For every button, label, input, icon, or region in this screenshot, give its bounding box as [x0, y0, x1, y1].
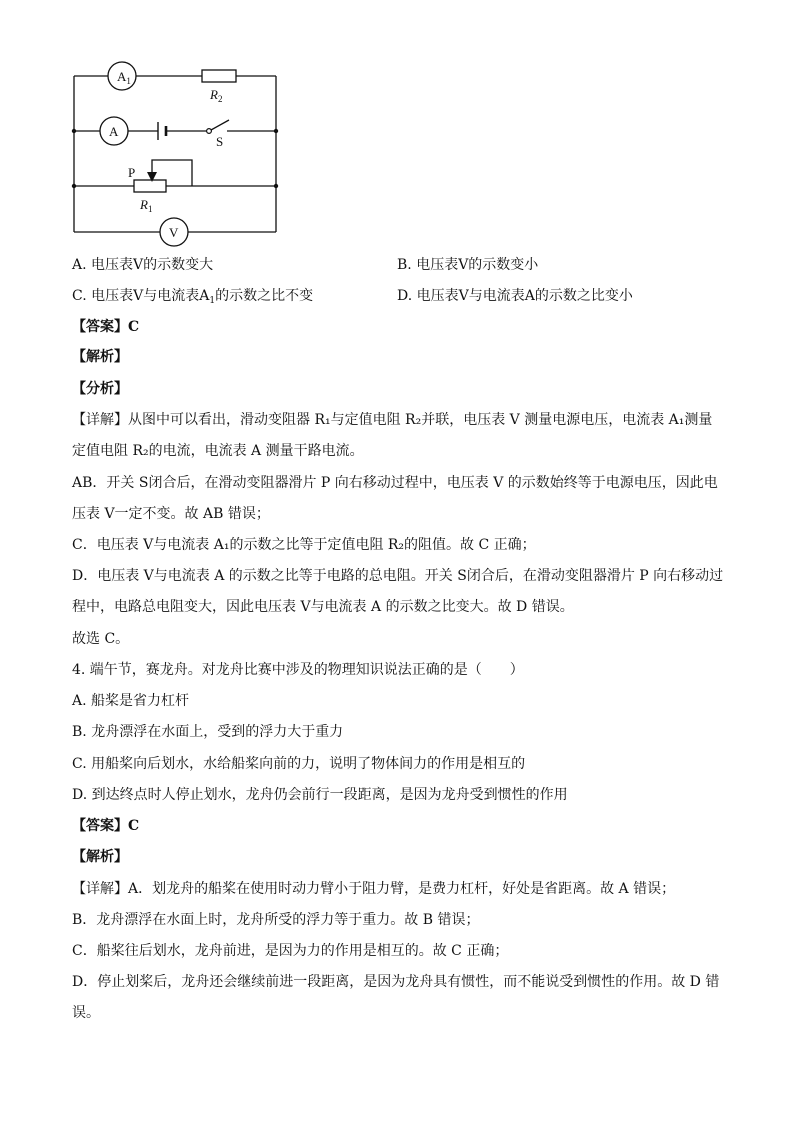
q3-detail-line: 【详解】从图中可以看出，滑动变阻器 R₁与定值电阻 R₂并联，电压表 V 测量电源电压，电流表 A₁测量 — [72, 412, 713, 428]
q4-detail-line: B．龙舟漂浮在水面上时，龙舟所受的浮力等于重力。故 B 错误； — [72, 912, 480, 928]
q3-detail-line: AB．开关 S闭合后，在滑动变阻器滑片 P 向右移动过程中，电压表 V 的示数始终等于电源电压，因此电 — [72, 475, 718, 491]
resistor-r1-label: $R_1$ — [140, 197, 153, 214]
switch-label: S — [216, 134, 224, 149]
q3-fenxi-heading: 【分析】 — [72, 381, 128, 397]
q3-option-a: A. 电压表V的示数变大 — [72, 257, 214, 273]
q3-option-d: D. 电压表V与电流表A的示数之比变小 — [397, 288, 633, 304]
q4-option-b: B. 龙舟漂浮在水面上，受到的浮力大于重力 — [72, 724, 344, 740]
q3-detail-line: 故选 C。 — [72, 631, 130, 647]
q4-option-d: D. 到达终点时人停止划水，龙舟仍会前行一段距离，是因为龙舟受到惯性的作用 — [72, 787, 568, 803]
q4-stem: 4. 端午节，赛龙舟。对龙舟比赛中涉及的物理知识说法正确的是（ ） — [72, 662, 524, 678]
q3-detail-line: D．电压表 V与电流表 A 的示数之比等于电路的总电阻。开关 S闭合后，在滑动变阻器滑片 P 向右移动过 — [72, 568, 724, 584]
q3-detail-line: 定值电阻 R₂的电流，电流表 A 测量干路电流。 — [72, 443, 364, 459]
q4-answer: 【答案】C — [72, 818, 140, 834]
circuit-diagram — [66, 56, 286, 248]
q4-detail-line: D．停止划桨后，龙舟还会继续前进一段距离，是因为龙舟具有惯性，而不能说受到惯性的作用。故 D 错 — [72, 974, 720, 990]
q3-option-b: B. 电压表V的示数变小 — [397, 257, 539, 273]
q3-detail-line: 程中，电路总电阻变大，因此电压表 V与电流表 A 的示数之比变大。故 D 错误。 — [72, 599, 574, 615]
q3-detail-line: C．电压表 V与电流表 A₁的示数之比等于定值电阻 R₂的阻值。故 C 正确； — [72, 537, 536, 553]
q4-option-a: A. 船桨是省力杠杆 — [72, 693, 190, 709]
q4-detail-line: 【详解】A．划龙舟的船桨在使用时动力臂小于阻力臂，是费力杠杆，好处是省距离。故 A 错误； — [72, 881, 676, 897]
q4-option-c: C. 用船桨向后划水，水给船桨向前的力，说明了物体间力的作用是相互的 — [72, 756, 526, 772]
q4-detail-line: 误。 — [72, 1005, 100, 1021]
q3-analysis-heading: 【解析】 — [72, 349, 128, 365]
q3-option-c: C. 电压表V与电流表$A_1$的示数之比不变 — [72, 288, 314, 306]
resistor-r2-label: $R_2$ — [210, 87, 223, 104]
q3-answer: 【答案】C — [72, 319, 140, 335]
q3-detail-line: 压表 V一定不变。故 AB 错误； — [72, 506, 270, 522]
ammeter-a1-label: $A_1$ — [117, 69, 131, 86]
ammeter-a-label: A — [109, 124, 119, 139]
q4-analysis-heading: 【解析】 — [72, 849, 128, 865]
q4-detail-line: C．船桨往后划水，龙舟前进，是因为力的作用是相互的。故 C 正确； — [72, 943, 509, 959]
slider-label: P — [128, 165, 136, 180]
voltmeter-label: V — [169, 225, 179, 240]
